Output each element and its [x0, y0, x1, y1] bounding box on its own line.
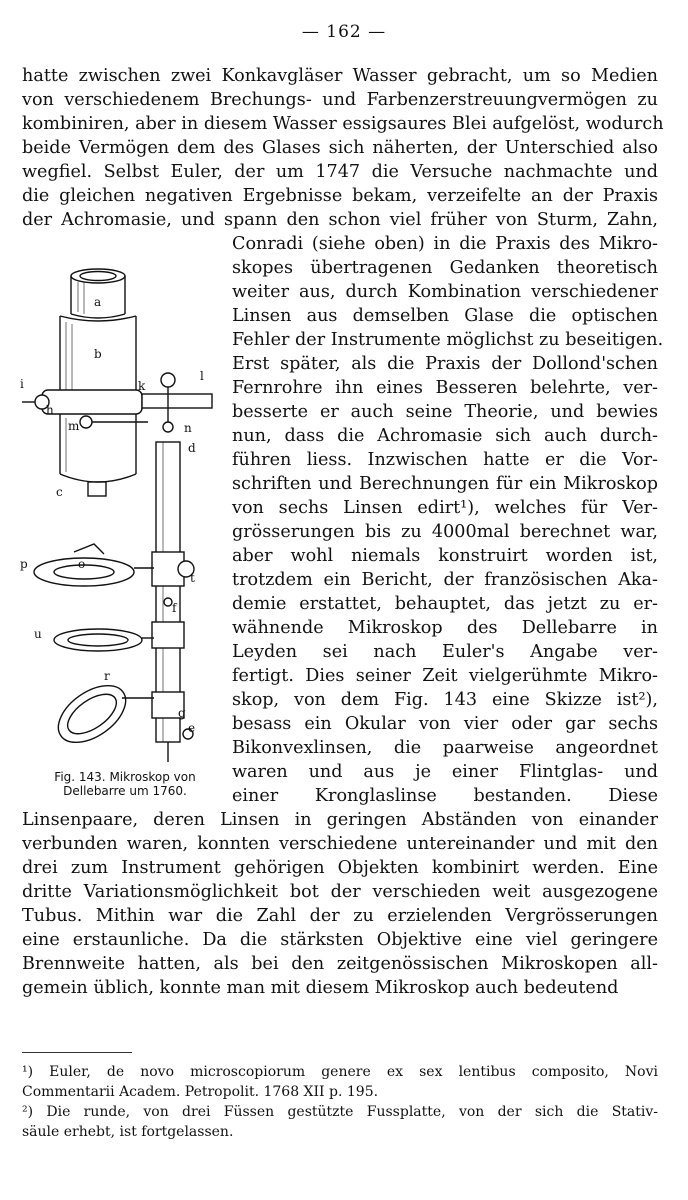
svg-text:n: n — [184, 421, 192, 435]
text-line: aber wohl niemals konstruirt worden ist, — [232, 546, 658, 566]
text-line: Linsen aus demselben Glase die optischen — [232, 306, 658, 326]
text-line: skop, von dem Fig. 143 eine Skizze ist²), — [232, 690, 658, 710]
text-line: Linsenpaare, deren Linsen in geringen Abständen von einander — [22, 810, 658, 830]
text-line: trotzdem ein Bericht, der französischen Aka- — [232, 570, 658, 590]
text-line: drei zum Instrument gehörigen Objekten kombinirt werden. Eine — [22, 858, 658, 878]
text-line: besserte er auch seine Theorie, und bewies — [232, 402, 658, 422]
text-line: beide Vermögen dem des Glases sich näherten, der Unterschied also — [22, 138, 658, 158]
figure-caption — [20, 770, 230, 798]
svg-text:a: a — [94, 295, 102, 309]
text-line: einer Kronglaslinse bestanden. Diese — [232, 786, 658, 806]
text-line: Fehler der Instrumente möglichst zu beseitigen. — [232, 330, 664, 350]
text-line: fertigt. Dies seiner Zeit vielgerühmte Mikro- — [232, 666, 658, 686]
svg-text:o: o — [78, 557, 86, 571]
text-line: Fernrohre ihn eines Besseren belehrte, ver- — [232, 378, 658, 398]
microscope-illustration — [18, 262, 228, 782]
svg-text:e: e — [188, 721, 196, 735]
text-line: grösserungen bis zu 4000mal berechnet war, — [232, 522, 658, 542]
footnote-line: säule erhebt, ist fortgelassen. — [22, 1124, 234, 1140]
figure-caption-title: Fig. 143. Mikroskop von — [54, 770, 196, 784]
svg-text:m: m — [68, 419, 80, 433]
text-line: wegfiel. Selbst Euler, der um 1747 die Versuche nachmachte und — [22, 162, 658, 182]
text-line: schriften und Berechnungen für ein Mikroskop — [232, 474, 658, 494]
text-line: weiter aus, durch Kombination verschiedener — [232, 282, 658, 302]
svg-text:u: u — [34, 627, 42, 641]
footnote-rule — [22, 1052, 132, 1053]
svg-text:k: k — [138, 379, 146, 393]
svg-text:d: d — [188, 441, 196, 455]
text-line: gemein üblich, konnte man mit diesem Mikroskop auch bedeutend — [22, 978, 619, 998]
text-line: die gleichen negativen Ergebnisse bekam, verzeifelte an der Praxis — [22, 186, 658, 206]
svg-text:f: f — [172, 601, 177, 615]
footnote-line: ²) Die runde, von drei Füssen gestützte Fussplatte, von der sich die Stativ- — [22, 1104, 658, 1120]
svg-text:b: b — [94, 347, 102, 361]
text-line: von verschiedenem Brechungs- und Farbenzerstreuungvermögen zu — [22, 90, 658, 110]
text-line: hatte zwischen zwei Konkavgläser Wasser gebracht, um so Medien — [22, 66, 658, 86]
text-line: eine erstaunliche. Da die stärksten Objektive eine viel geringere — [22, 930, 658, 950]
svg-text:c: c — [56, 485, 63, 499]
page-number: — 162 — — [301, 22, 387, 42]
svg-text:i: i — [20, 377, 24, 391]
text-line: der Achromasie, und spann den schon viel früher von Sturm, Zahn, — [22, 210, 658, 230]
text-line: von sechs Linsen edirt¹), welches für Ver- — [232, 498, 658, 518]
text-line: Erst später, als die Praxis der Dollond'schen — [232, 354, 658, 374]
text-line: Leyden sei nach Euler's Angabe ver- — [232, 642, 658, 662]
svg-text:g: g — [178, 706, 186, 720]
text-line: besass ein Okular von vier oder gar sechs — [232, 714, 658, 734]
text-line: Bikonvexlinsen, die paarweise angeordnet — [232, 738, 658, 758]
text-line: Brennweite hatten, als bei den zeitgenössischen Mikroskopen all- — [22, 954, 658, 974]
text-line: wähnende Mikroskop des Dellebarre in — [232, 618, 658, 638]
text-line: Conradi (siehe oben) in die Praxis des Mikro- — [232, 234, 658, 254]
footnote-line: Commentarii Academ. Petropolit. 1768 XII p. 195. — [22, 1084, 379, 1100]
text-line: dritte Variationsmöglichkeit bot der verschieden weit ausgezogene — [22, 882, 658, 902]
figure-caption-subtitle: Dellebarre um 1760. — [63, 784, 187, 798]
svg-text:r: r — [104, 669, 110, 683]
svg-text:h: h — [46, 403, 54, 417]
text-line: verbunden waren, konnten verschiedene untereinander und mit den — [22, 834, 658, 854]
text-line: nun, dass die Achromasie sich auch durch- — [232, 426, 658, 446]
text-line: Tubus. Mithin war die Zahl der zu erzielenden Vergrösserungen — [22, 906, 658, 926]
footnote-line: ¹) Euler, de novo microscopiorum genere ex sex lentibus composito, Novi — [22, 1064, 658, 1080]
text-line: demie erstattet, behauptet, das jetzt zu er- — [232, 594, 658, 614]
svg-text:l: l — [200, 369, 204, 383]
svg-text:t: t — [190, 571, 195, 585]
text-line: waren und aus je einer Flintglas- und — [232, 762, 658, 782]
text-line: skopes übertragenen Gedanken theoretisch — [232, 258, 658, 278]
svg-text:p: p — [20, 557, 28, 571]
text-line: kombiniren, aber in diesem Wasser essigsaures Blei aufgelöst, wodurch — [22, 114, 664, 134]
text-line: führen liess. Inzwischen hatte er die Vor- — [232, 450, 658, 470]
